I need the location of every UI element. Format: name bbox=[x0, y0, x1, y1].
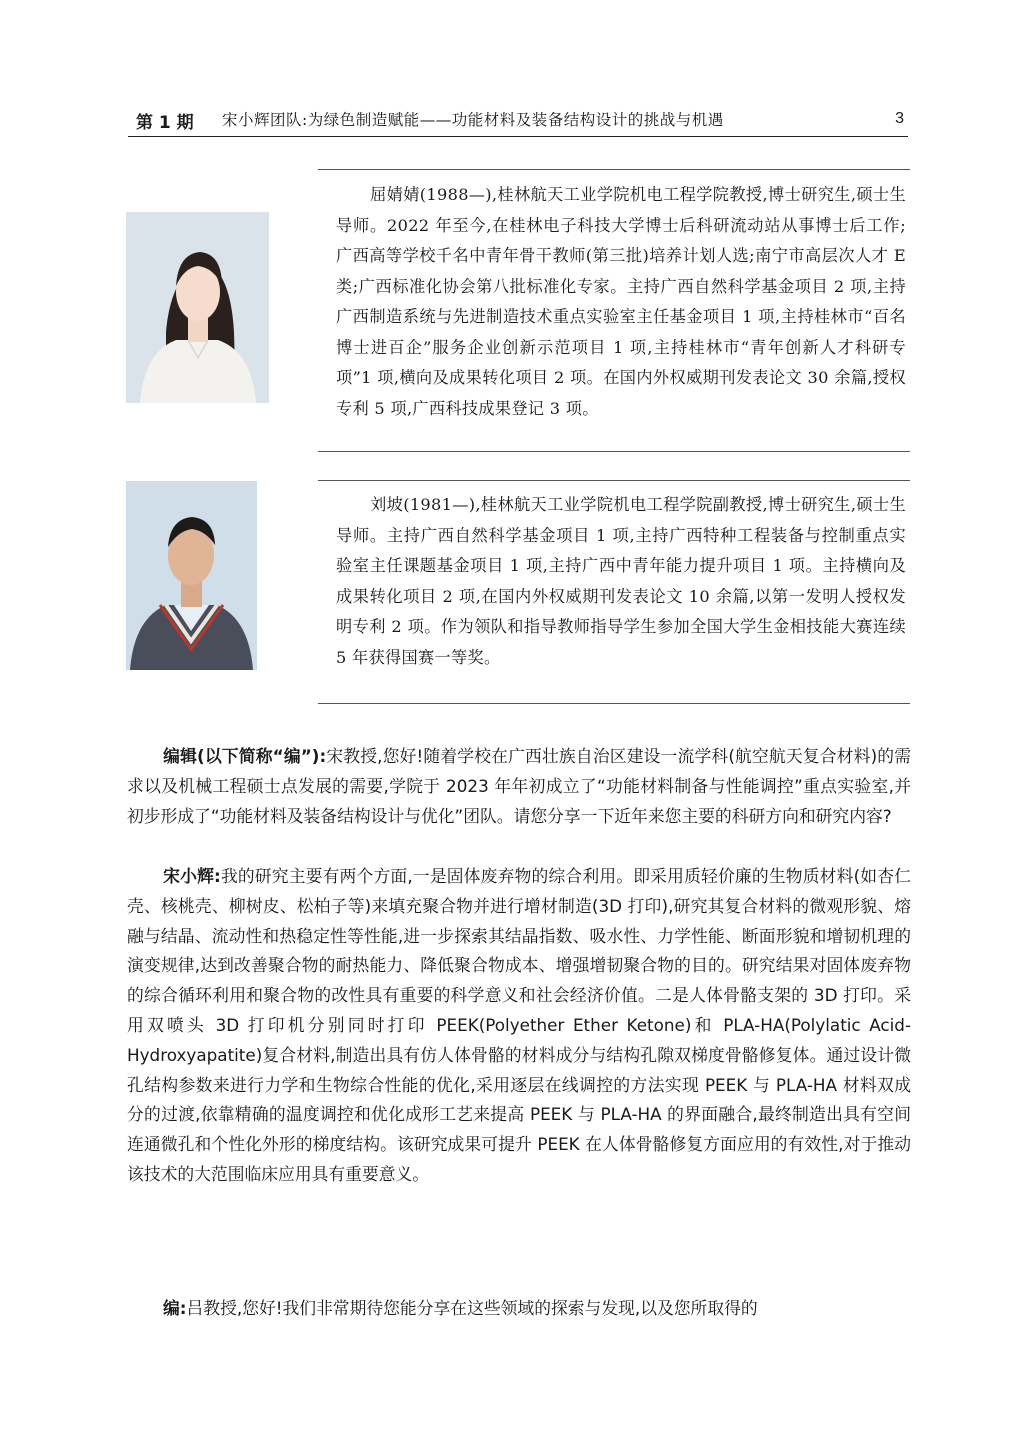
speaker-label: 宋小辉: bbox=[163, 866, 221, 886]
bio-divider bbox=[318, 703, 910, 704]
issue-number: 第 1 期 bbox=[136, 113, 194, 133]
interview-question bbox=[127, 1294, 911, 1324]
speaker-label: 编辑(以下简称“编”): bbox=[163, 746, 327, 766]
bio-divider bbox=[318, 451, 910, 452]
bio-text-liu-po: 刘坡(1981—),桂林航天工业学院机电工程学院副教授,博士研究生,硕士生导师。主持广西自然科学基金项目 1 项,主持广西特种工程装备与控制重点实验室主任课题基金项目 1 项,主持广西中青年能力提升项目 1 项。主持横向及成果转化项目 2 项,在国内外权威期刊发表论文 10 余篇,以第一发明人授权发明专利 2 项。作为领队和指导教师指导学生参加全国大学生金相技能大赛连续5 年获得国赛一等奖。 bbox=[336, 495, 906, 667]
bio-text-qu-jingjing: 屈婧婧(1988—),桂林航天工业学院机电工程学院教授,博士研究生,硕士生导师。2022 年至今,在桂林电子科技大学博士后科研流动站从事博士后工作;广西高等学校千名中青年骨干教师(第三批)培养计划人选;南宁市高层次人才 E 类;广西标准化协会第八批标准化专家。主持广西自然科学基金项目 2 项,主持广西制造系统与先进制造技术重点实验室主任基金项目 1 项,主持桂林市“百名博士进百企”服务企业创新示范项目 1 项,主持桂林市“青年创新人才科研专项”1 项,横向及成果转化项目 2 项。在国内外权威期刊发表论文 30 余篇,授权专利 5 项,广西科技成果登记 3 项。 bbox=[336, 185, 906, 418]
article-title: 宋小辉团队:为绿色制造赋能——功能材料及装备结构设计的挑战与机遇 bbox=[222, 111, 724, 129]
running-header bbox=[128, 104, 908, 136]
bio-divider bbox=[318, 169, 910, 170]
interview-question bbox=[127, 742, 911, 831]
bio-divider bbox=[318, 480, 910, 481]
header-divider bbox=[128, 136, 908, 137]
speaker-label: 编: bbox=[163, 1298, 187, 1318]
paragraph-text: 宋教授,您好!随着学校在广西壮族自治区建设一流学科(航空航天复合材料)的需求以及机械工程硕士点发展的需要,学院于 2023 年年初成立了“功能材料制备与性能调控”重点实验室,并初步形成了“功能材料及装备结构设计与优化”团队。请您分享一下近年来您主要的科研方向和研究内容? bbox=[127, 746, 911, 826]
author-photo-liu-po bbox=[126, 481, 257, 670]
page-number: 3 bbox=[895, 110, 904, 127]
paragraph-text: 吕教授,您好!我们非常期待您能分享在这些领域的探索与发现,以及您所取得的 bbox=[186, 1298, 758, 1318]
paragraph-text: 我的研究主要有两个方面,一是固体废弃物的综合利用。即采用质轻价廉的生物质材料(如杏仁壳、核桃壳、柳树皮、松柏子等)来填充聚合物并进行增材制造(3D 打印),研究其复合材料的微观形貌、熔融与结晶、流动性和热稳定性等性能,进一步探索其结晶指数、吸水性、力学性能、断面形貌和增韧机理的演变规律,达到改善聚合物的耐热能力、降低聚合物成本、增强增韧聚合物的目的。研究结果对固体废弃物的综合循环利用和聚合物的改性具有重要的科学意义和社会经济价值。二是人体骨骼支架的 3D 打印。采用双喷头 3D 打印机分别同时打印 PEEK(Polyether Ether Ketone)和 PLA-HA(Polylatic Acid-Hydroxyapatite)复合材料,制造出具有仿人体骨骼的材料成分与结构孔隙双梯度骨骼修复体。通过设计微孔结构参数来进行力学和生物综合性能的优化,采用逐层在线调控的方法实现 PEEK 与 PLA-HA 材料双成分的过渡,依靠精确的温度调控和优化成形工艺来提高 PEEK 与 PLA-HA 的界面融合,最终制造出具有空间连通微孔和个性化外形的梯度结构。该研究成果可提升 PEEK 在人体骨骼修复方面应用的有效性,对于推动该技术的大范围临床应用具有重要意义。 bbox=[127, 866, 911, 1184]
interview-answer bbox=[127, 862, 911, 1190]
author-photo-qu-jingjing bbox=[126, 212, 269, 403]
